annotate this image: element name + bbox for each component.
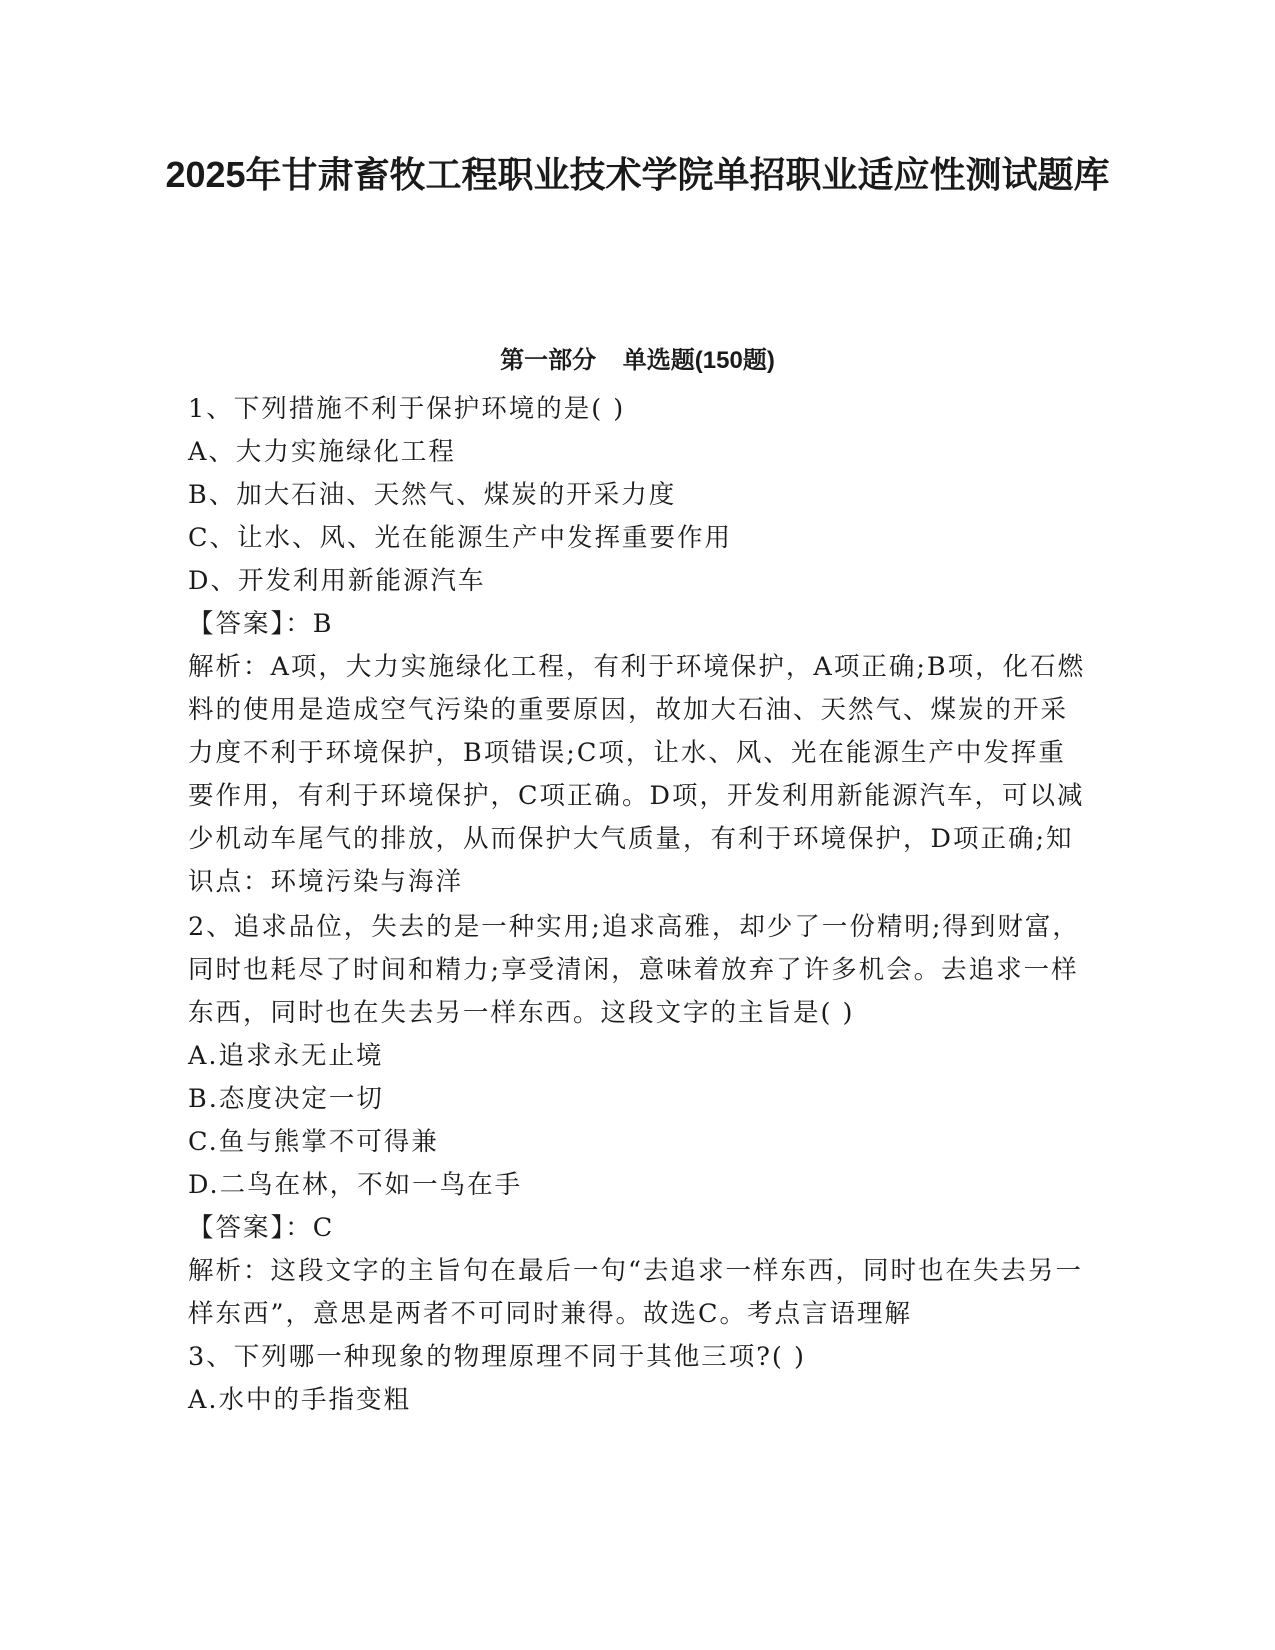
option-b: B、加大石油、天然气、煤炭的开采力度 (188, 480, 677, 510)
option-c: C.鱼与熊掌不可得兼 (188, 1127, 439, 1157)
document-title: 2025年甘肃畜牧工程职业技术学院单招职业适应性测试题库 (165, 154, 1110, 195)
option-d: D.二鸟在林，不如一鸟在手 (188, 1170, 523, 1200)
question-stem: 3、下列哪一种现象的物理原理不同于其他三项?( ) (188, 1342, 806, 1372)
option-d: D、开发利用新能源汽车 (188, 566, 486, 596)
answer: 【答案】：C (188, 1213, 335, 1243)
question-stem: 1、下列措施不利于保护环境的是( ) (188, 394, 626, 424)
option-c: C、让水、风、光在能源生产中发挥重要作用 (188, 523, 733, 553)
option-b: B.态度决定一切 (188, 1084, 384, 1114)
explanation: 解析：A项，大力实施绿化工程，有利于环境保护，A项正确;B项，化石燃料的使用是造成空气污染的重要原因，故加大石油、天然气、煤炭的开采力度不利于环境保护，B项错误;C项，让水、风、光在能源生产中发挥重要作用，有利于环境保护，C项正确。D项，开发利用新能源汽车，可以减少机动车尾气的排放，从而保护大气质量，有利于环境保护，D项正确;知识点：环境污染与海洋 (188, 652, 1086, 897)
question-2 (188, 906, 1088, 1336)
explanation: 解析：这段文字的主旨句在最后一句“去追求一样东西，同时也在失去另一样东西”，意思是两者不可同时兼得。故选C。考点言语理解 (188, 1256, 1084, 1329)
question-3 (188, 1336, 1088, 1422)
option-a: A.水中的手指变粗 (188, 1385, 412, 1415)
answer: 【答案】：B (188, 609, 334, 639)
section-title: 第一部分 单选题(150题) (500, 347, 775, 374)
option-a: A.追求永无止境 (188, 1041, 384, 1071)
option-a: A、大力实施绿化工程 (188, 437, 456, 467)
question-1 (188, 388, 1088, 904)
question-stem: 2、追求品位，失去的是一种实用;追求高雅，却少了一份精明;得到财富，同时也耗尽了时间和精力;享受清闲，意味着放弃了许多机会。去追求一样东西，同时也在失去另一样东西。这段文字的主旨是( ) (188, 912, 1080, 1028)
